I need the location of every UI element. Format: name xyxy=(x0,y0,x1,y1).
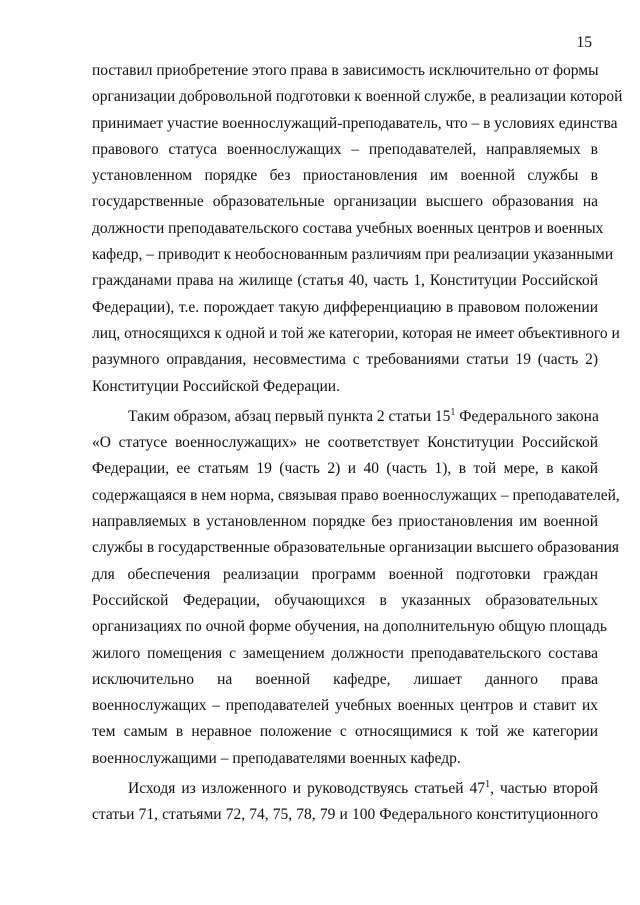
text-line: гражданами права на жилище (статья 40, часть 1, Конституции Российской xyxy=(92,272,598,290)
text-line: военнослужащими – преподавателями военных кафедр. xyxy=(92,749,461,767)
text-line: Конституции Российской Федерации. xyxy=(92,377,340,395)
text-line: поставил приобретение этого права в зависимость исключительно от формы xyxy=(92,62,599,79)
text-line: военнослужащих – преподавателей учебных военных центров и ставит их xyxy=(92,697,598,715)
text-line: установленном порядке без приостановления им военной службы в xyxy=(92,167,598,185)
text-line xyxy=(92,404,598,430)
text-line: кафедр, – приводит к необоснованным различиям при реализации указанными xyxy=(92,246,614,264)
paragraph-2 xyxy=(92,404,620,772)
document-body xyxy=(92,58,623,829)
line-text: Исходя из изложенного и руководствуясь статьей 47 xyxy=(128,780,486,798)
text-line: для обеспечения реализации программ военной подготовки граждан xyxy=(92,565,598,583)
text-line: тем самым в неравное положение с относящимися к той же категории xyxy=(92,723,598,741)
text-line: содержащаяся в нем норма, связывая право военнослужащих – преподавателей, xyxy=(92,486,620,504)
superscript: 1 xyxy=(450,406,456,418)
text-line: Федерации, ее статьям 19 (часть 2) и 40 (часть 1), в той мере, в какой xyxy=(92,460,598,478)
page-number: 15 xyxy=(576,34,592,51)
text-line: исключительно на военной кафедре, лишает данного права xyxy=(92,670,598,688)
text-line xyxy=(92,776,598,802)
text-line: должности преподавательского состава учебных военных центров и военных xyxy=(92,219,604,237)
text-line: лиц, относящихся к одной и той же категории, которая не имеет объективного и xyxy=(92,324,620,342)
paragraph-3 xyxy=(92,776,598,829)
superscript: 1 xyxy=(485,778,491,790)
line-text: Таким образом, абзац первый пункта 2 статьи 15 xyxy=(128,407,451,425)
text-line: жилого помещения с замещением должности преподавательского состава xyxy=(92,644,598,662)
text-line: направляемых в установленном порядке без приостановления им военной xyxy=(92,513,598,531)
text-line: правового статуса военнослужащих – преподавателей, направляемых в xyxy=(92,140,598,158)
line-text: , частью второй xyxy=(490,780,599,798)
text-line: Российской Федерации, обучающихся в указанных образовательных xyxy=(92,591,598,609)
text-line: организации добровольной подготовки к военной службе, в реализации которой xyxy=(92,88,623,106)
text-line: «О статусе военнослужащих» не соответствует Конституции Российской xyxy=(92,434,598,452)
text-line: статьи 71, статьями 72, 74, 75, 78, 79 и 100 Федерального конституционного xyxy=(92,806,598,824)
text-line: Федерации), т.е. порождает такую дифференциацию в правовом положении xyxy=(92,298,598,316)
text-line: службы в государственные образовательные организации высшего образования xyxy=(92,539,620,557)
paragraph-1 xyxy=(92,58,623,400)
text-line: организациях по очной форме обучения, на дополнительную общую площадь xyxy=(92,618,607,636)
text-line: принимает участие военнослужащий-преподаватель, что – в условиях единства xyxy=(92,114,618,132)
text-line: государственные образовательные организации высшего образования на xyxy=(92,193,598,211)
text-line: разумного оправдания, несовместима с требованиями статьи 19 (часть 2) xyxy=(92,351,598,369)
line-text: Федерального закона xyxy=(455,407,599,425)
